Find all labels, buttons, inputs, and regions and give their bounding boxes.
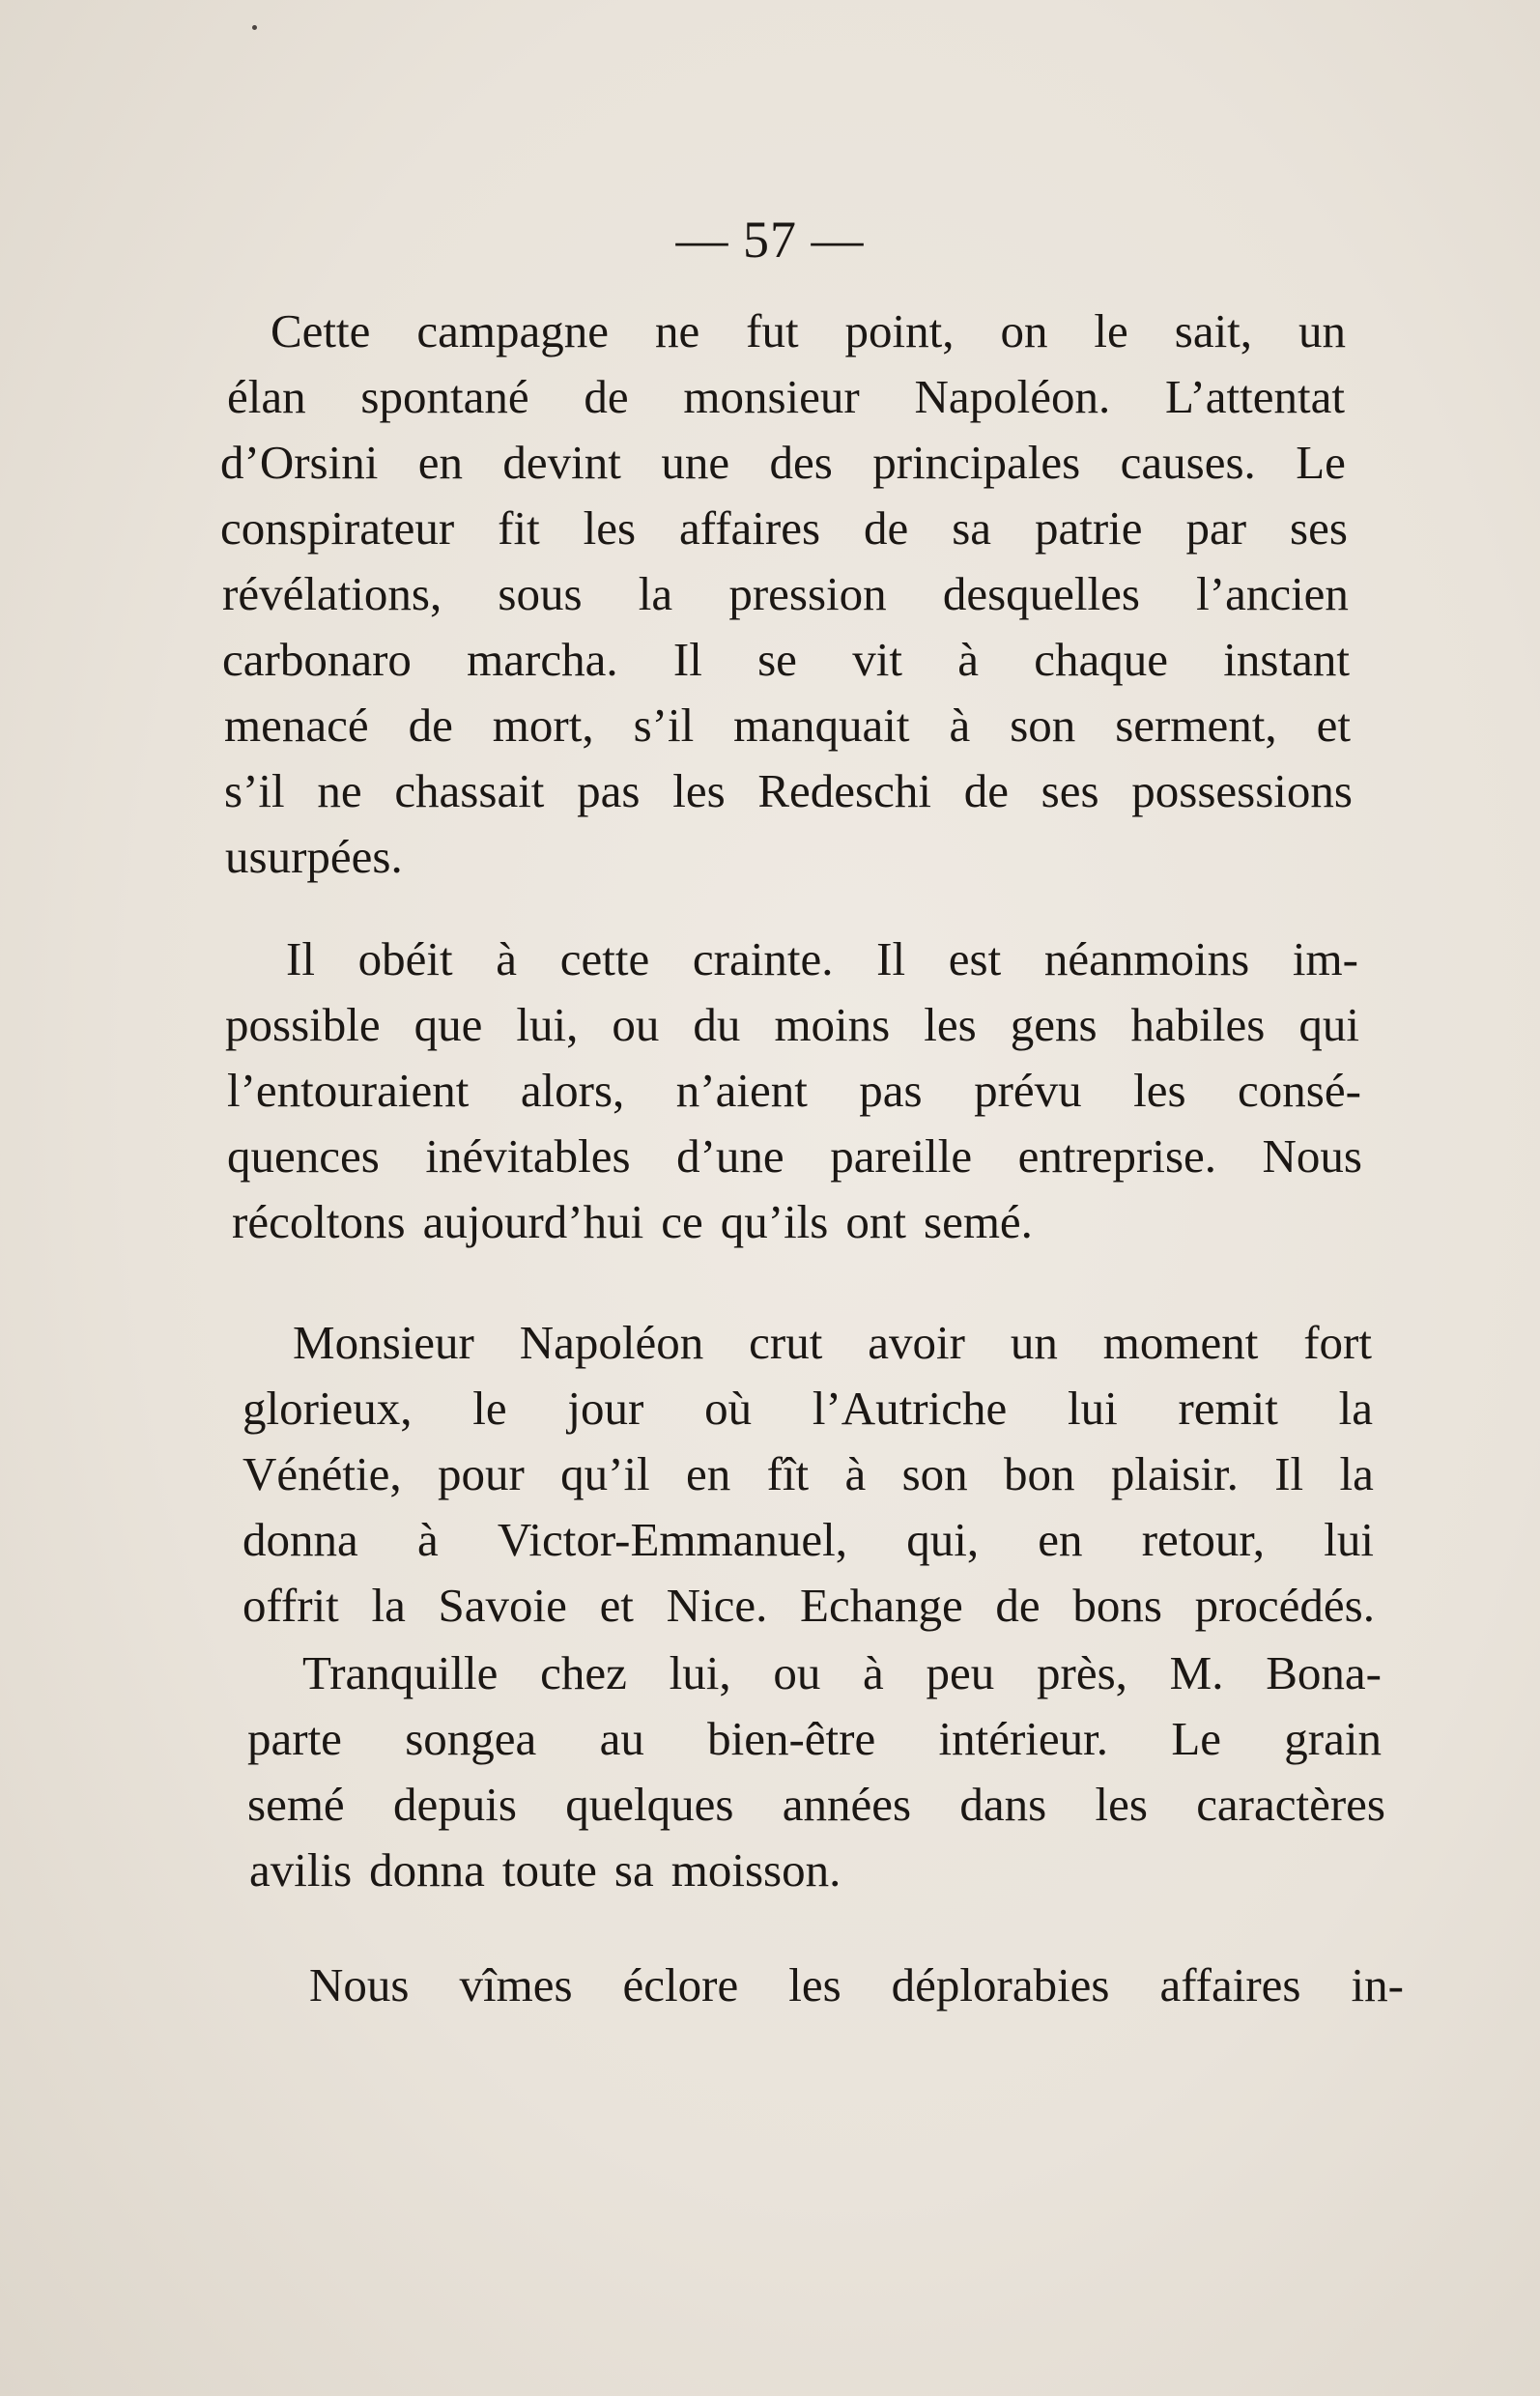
word: qu’ils [720, 1195, 829, 1248]
word: les [583, 501, 637, 555]
word: Il [876, 932, 906, 985]
word: un [1010, 1316, 1058, 1369]
word: entreprise. [1017, 1129, 1217, 1183]
word: ses [1290, 501, 1348, 555]
word: sa [952, 501, 992, 555]
word: Napoléon [519, 1316, 704, 1369]
word: quelques [565, 1778, 734, 1831]
text-line [242, 1375, 1373, 1442]
word: grain [1284, 1712, 1382, 1765]
word: instant [1223, 633, 1350, 686]
word: sous [498, 567, 583, 620]
word: d’une [676, 1129, 784, 1183]
word: bien-être [707, 1712, 876, 1765]
word: crut [749, 1316, 823, 1369]
word: chaque [1034, 633, 1169, 686]
word: la [638, 567, 673, 620]
word: pas [577, 764, 641, 817]
word: vit [852, 633, 902, 686]
word: Monsieur [293, 1316, 474, 1369]
word: moins [774, 998, 891, 1051]
word: son [901, 1447, 968, 1500]
word: principales [872, 436, 1081, 489]
word: s’il [224, 764, 285, 817]
word: Vénétie, [242, 1447, 402, 1500]
word: de [584, 370, 629, 423]
word: bon [1004, 1447, 1075, 1500]
word: de [408, 699, 453, 752]
word: serment, [1115, 699, 1277, 752]
word: remit [1178, 1382, 1278, 1435]
word: devint [502, 436, 621, 489]
text-line [293, 1309, 1372, 1377]
word: fut [746, 304, 799, 357]
text-line [225, 991, 1359, 1059]
word: monsieur [683, 370, 860, 423]
word: sa [613, 1843, 654, 1897]
word: L’attentat [1165, 370, 1345, 423]
word: lui, [669, 1646, 731, 1699]
text-line [242, 1506, 1374, 1574]
word: Victor-Emmanuel, [497, 1513, 847, 1566]
word: récoltons [232, 1195, 406, 1248]
word: glorieux, [242, 1382, 413, 1435]
word: im- [1292, 932, 1358, 985]
word: avilis [249, 1843, 353, 1897]
word: d’Orsini [220, 436, 379, 489]
word: néanmoins [1043, 932, 1250, 985]
word: les [1095, 1778, 1148, 1831]
word: usurpées. [225, 830, 403, 883]
text-line [222, 560, 1349, 628]
text-line [242, 1440, 1374, 1508]
ink-speck [252, 25, 257, 30]
word: vîmes [459, 1958, 573, 2011]
word: les [1133, 1064, 1186, 1117]
word: dans [959, 1778, 1047, 1831]
text-line [232, 1188, 1198, 1256]
word: la [371, 1579, 406, 1632]
word: qui [1298, 998, 1359, 1051]
word: s’il [633, 699, 695, 752]
word: lui, [516, 998, 579, 1051]
word: jour [567, 1382, 644, 1435]
word: et [1316, 699, 1351, 752]
word: ou [612, 998, 660, 1051]
word: quences [227, 1129, 380, 1183]
text-line [220, 495, 1348, 562]
word: lui [1067, 1382, 1118, 1435]
word: de [995, 1579, 1041, 1632]
word: patrie [1034, 501, 1143, 555]
word: bons [1072, 1579, 1162, 1632]
word: ou [773, 1646, 821, 1699]
word: pareille [830, 1129, 973, 1183]
word: point, [844, 304, 955, 357]
word: marcha. [467, 633, 618, 686]
text-line [249, 1837, 1022, 1904]
word: les [672, 764, 726, 817]
word: donna [369, 1843, 485, 1897]
word: ont [845, 1195, 906, 1248]
word: un [1298, 304, 1346, 357]
word: que [414, 998, 483, 1051]
word: songea [405, 1712, 537, 1765]
text-line [224, 692, 1351, 759]
word: Nous [309, 1958, 410, 2011]
word: ne [317, 764, 362, 817]
word: à [957, 633, 979, 686]
word: son [1010, 699, 1076, 752]
word: cette [559, 932, 650, 985]
word: parte [247, 1712, 342, 1765]
word: déplorabies [891, 1958, 1110, 2011]
word: fit [498, 501, 540, 555]
word: fît [766, 1447, 810, 1500]
word: éclore [622, 1958, 739, 2011]
text-line [302, 1640, 1382, 1707]
word: une [661, 436, 730, 489]
text-line [247, 1705, 1382, 1773]
word: les [924, 998, 977, 1051]
word: affaires [1159, 1958, 1301, 2011]
word: conspirateur [220, 501, 455, 555]
text-line [242, 1572, 1375, 1640]
word: Bona- [1266, 1646, 1382, 1699]
word: prévu [974, 1064, 1082, 1117]
word: inévitables [425, 1129, 631, 1183]
word: mort, [492, 699, 594, 752]
word: possessions [1131, 764, 1353, 817]
word: à [496, 932, 518, 985]
page-number: — 57 — [675, 211, 865, 269]
word: affaires [679, 501, 821, 555]
word: le [1094, 304, 1128, 357]
word: gens [1010, 998, 1098, 1051]
text-line [286, 926, 1358, 993]
word: en [686, 1447, 731, 1500]
word: retour, [1141, 1513, 1266, 1566]
word: Napoléon. [914, 370, 1111, 423]
word: lui [1324, 1513, 1374, 1566]
word: au [599, 1712, 644, 1765]
word: est [948, 932, 1002, 985]
word: chez [540, 1646, 627, 1699]
word: donna [242, 1513, 358, 1566]
word: Il [1274, 1447, 1304, 1500]
text-line [220, 429, 1346, 497]
word: en [417, 436, 463, 489]
word: Nice. [666, 1579, 768, 1632]
word: spontané [360, 370, 529, 423]
text-line [227, 1123, 1362, 1190]
word: pression [728, 567, 887, 620]
word: on [1000, 304, 1048, 357]
word: Le [1171, 1712, 1221, 1765]
word: qu’il [560, 1447, 650, 1500]
word: moment [1102, 1316, 1259, 1369]
word: qui, [906, 1513, 980, 1566]
text-line [222, 626, 1350, 694]
word: desquelles [942, 567, 1140, 620]
word: années [782, 1778, 912, 1831]
word: aujourd’hui [422, 1195, 644, 1248]
text-line [271, 298, 1346, 365]
word: fort [1303, 1316, 1372, 1369]
word: procédés. [1194, 1579, 1375, 1632]
word: de [963, 764, 1009, 817]
word: consé- [1238, 1064, 1361, 1117]
word: semé. [924, 1195, 1033, 1248]
word: des [769, 436, 833, 489]
word: à [949, 699, 971, 752]
word: Tranquille [302, 1646, 499, 1699]
word: se [757, 633, 797, 686]
word: sait, [1174, 304, 1253, 357]
word: ne [654, 304, 700, 357]
word: l’ancien [1196, 567, 1349, 620]
text-line [225, 823, 805, 891]
word: par [1185, 501, 1247, 555]
word: la [1338, 1382, 1373, 1435]
word: offrit [242, 1579, 339, 1632]
text-line [227, 1057, 1361, 1125]
word: de [863, 501, 909, 555]
word: possible [225, 998, 381, 1051]
word: chassait [394, 764, 545, 817]
word: carbonaro [222, 633, 412, 686]
word: pour [437, 1447, 525, 1500]
word: obéit [357, 932, 453, 985]
word: Il [672, 633, 702, 686]
word: et [599, 1579, 634, 1632]
word: depuis [392, 1778, 517, 1831]
word: toute [501, 1843, 597, 1897]
word: l’entouraient [227, 1064, 470, 1117]
word: intérieur. [938, 1712, 1109, 1765]
word: à [844, 1447, 867, 1500]
word: ce [661, 1195, 703, 1248]
word: Cette [271, 304, 371, 357]
word: à [416, 1513, 439, 1566]
word: n’aient [675, 1064, 808, 1117]
word: Nous [1262, 1129, 1362, 1183]
word: pas [859, 1064, 923, 1117]
text-line [227, 363, 1345, 431]
word: campagne [416, 304, 609, 357]
word: Savoie [438, 1579, 567, 1632]
word: habiles [1130, 998, 1266, 1051]
word: révélations, [222, 567, 442, 620]
word: moisson. [670, 1843, 841, 1897]
word: ses [1041, 764, 1099, 817]
word: du [693, 998, 741, 1051]
text-line [309, 1952, 1404, 2019]
word: avoir [868, 1316, 965, 1369]
word: in- [1351, 1958, 1404, 2011]
word: Redeschi [757, 764, 931, 817]
word: Echange [800, 1579, 963, 1632]
word: alors, [520, 1064, 625, 1117]
word: semé [247, 1778, 345, 1831]
word: les [788, 1958, 841, 2011]
word: Il [286, 932, 315, 985]
word: Le [1296, 436, 1346, 489]
word: M. [1169, 1646, 1224, 1699]
word: où [704, 1382, 753, 1435]
word: manquait [733, 699, 910, 752]
word: l’Autriche [812, 1382, 1008, 1435]
word: le [472, 1382, 507, 1435]
word: peu [926, 1646, 995, 1699]
word: en [1038, 1513, 1083, 1566]
text-line [224, 757, 1353, 825]
word: la [1339, 1447, 1374, 1500]
word: caractères [1196, 1778, 1385, 1831]
word: plaisir. [1110, 1447, 1239, 1500]
word: élan [227, 370, 306, 423]
word: crainte. [692, 932, 834, 985]
word: causes. [1120, 436, 1256, 489]
word: à [863, 1646, 884, 1699]
word: près, [1037, 1646, 1127, 1699]
word: menacé [224, 699, 369, 752]
text-line [247, 1771, 1385, 1839]
